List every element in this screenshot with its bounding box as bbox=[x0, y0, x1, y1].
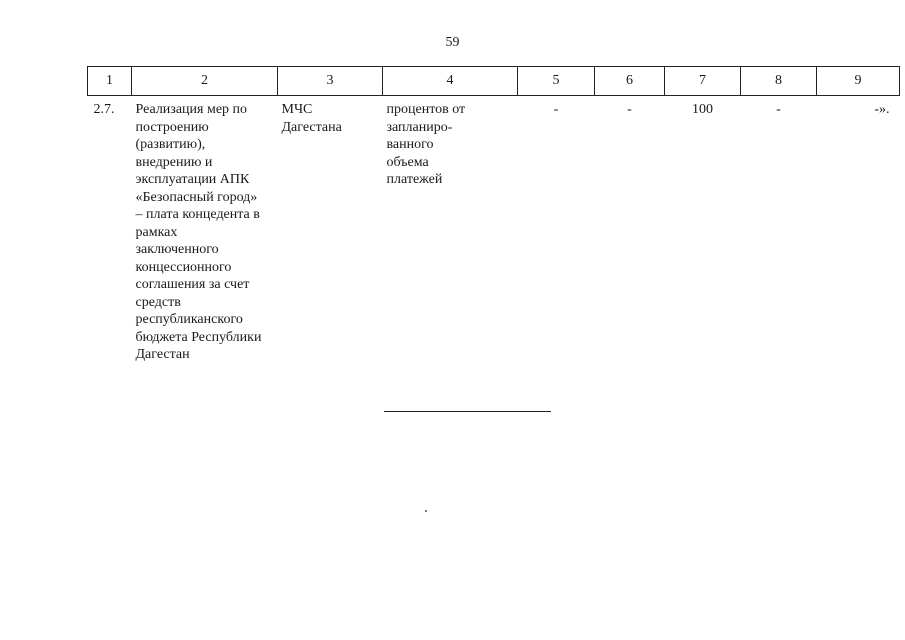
column-header-4: 4 bbox=[383, 67, 518, 96]
column-header-7: 7 bbox=[665, 67, 741, 96]
program-table bbox=[87, 66, 900, 364]
column-header-6: 6 bbox=[595, 67, 665, 96]
column-header-3: 3 bbox=[278, 67, 383, 96]
table-row bbox=[88, 96, 900, 364]
value-cell-5: - bbox=[553, 102, 559, 117]
value-cell-6: - bbox=[627, 102, 632, 117]
unit-cell: процентов от запланиро- ванного объема платежей bbox=[386, 102, 466, 187]
executor-cell: МЧС Дагестана bbox=[281, 102, 342, 135]
page-number: 59 bbox=[445, 35, 460, 50]
column-header-9: 9 bbox=[817, 67, 900, 96]
column-header-8: 8 bbox=[741, 67, 817, 96]
table-header-row bbox=[88, 67, 900, 96]
end-separator-line bbox=[384, 411, 551, 412]
measure-description: Реализация мер по построению (развитию), внедрению и эксплуатации АПК «Безопасный город» – плата концедента в рамках заключенного концессионного соглашения за счет средств республиканского бюджета Республики Дагестан bbox=[135, 102, 262, 362]
column-header-1: 1 bbox=[88, 67, 132, 96]
value-cell-9: -». bbox=[874, 102, 890, 117]
scan-speck bbox=[425, 510, 427, 512]
row-index: 2.7. bbox=[93, 102, 115, 117]
value-cell-8: - bbox=[776, 102, 781, 117]
column-header-2: 2 bbox=[132, 67, 278, 96]
value-cell-7: 100 bbox=[692, 102, 713, 117]
column-header-5: 5 bbox=[518, 67, 595, 96]
